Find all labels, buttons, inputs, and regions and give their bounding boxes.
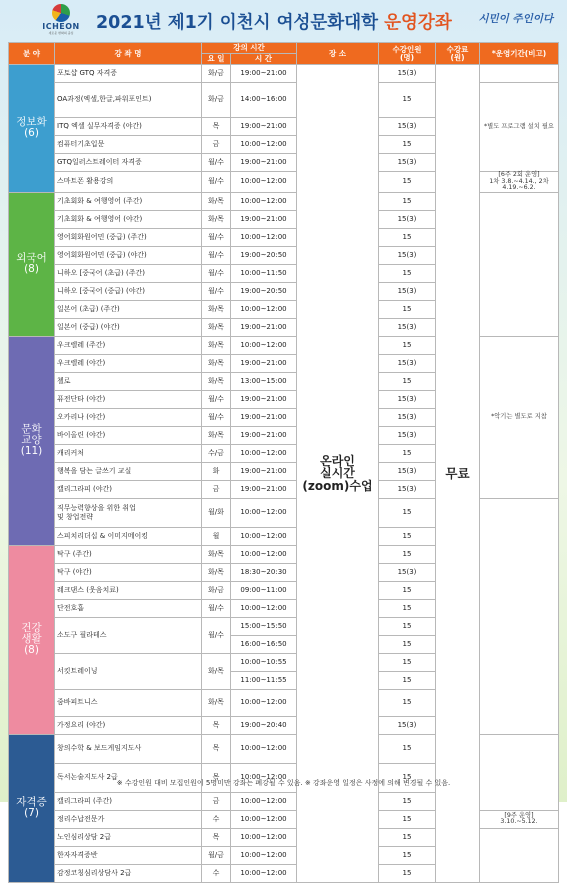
header-category: 분 야 [9,43,55,65]
time-cell: 10:00~12:00 [231,228,297,246]
header-day: 요 일 [202,54,231,65]
course-name-cell: 독서논술지도사 2급 [55,763,202,792]
capacity-cell: 15(3) [379,154,436,172]
header-time-group: 강의 시간 [202,43,297,54]
course-name-cell: 탁구 (주간) [55,545,202,563]
page-title [96,9,452,34]
day-cell: 월/수 [202,408,231,426]
capacity-cell: 15(3) [379,462,436,480]
course-name-cell: 레크댄스 (웃음치료) [55,581,202,599]
capacity-cell: 15 [379,689,436,716]
course-name-cell: 노인심리상담 2급 [55,828,202,846]
day-cell: 화/목 [202,653,231,689]
capacity-cell: 15 [379,498,436,527]
header-capacity: 수강인원 (명) [379,43,436,65]
time-cell: 10:00~12:00 [231,336,297,354]
day-cell: 화/목 [202,318,231,336]
day-cell: 화/목 [202,192,231,210]
capacity-cell: 15 [379,828,436,846]
course-name-cell: 행복을 담는 글쓰기 교실 [55,462,202,480]
capacity-cell: 15(3) [379,408,436,426]
day-cell: 화/목 [202,210,231,228]
day-cell: 화/금 [202,581,231,599]
footer-note: ※ 수강인원 대비 모집인원이 5명미만 강좌는 폐강될 수 있음. ※ 강좌운영 일정은 사정에 의해 변경될 수 있음. [116,779,451,787]
table-row [9,65,559,83]
capacity-cell: 15 [379,192,436,210]
course-name-cell: 바이올린 (야간) [55,426,202,444]
course-name-cell: 우크렐레 (야간) [55,354,202,372]
capacity-cell: 15 [379,336,436,354]
capacity-cell: 15 [379,527,436,545]
time-cell: 19:00~21:00 [231,65,297,83]
course-name-cell: GTQ일러스트레이터 자격증 [55,154,202,172]
title-highlight: 운영강좌 [384,13,452,33]
time-cell: 11:00~11:55 [231,671,297,689]
course-name-cell: 줌바피트니스 [55,689,202,716]
header-fee: 수강료 (원) [436,43,480,65]
time-cell: 10:00~12:00 [231,545,297,563]
day-cell: 화/목 [202,545,231,563]
time-cell: 19:00~20:40 [231,716,297,734]
time-cell: 10:00~12:00 [231,192,297,210]
day-cell: 화 [202,462,231,480]
time-cell: 18:30~20:30 [231,563,297,581]
day-cell: 화/목 [202,354,231,372]
title-main: 2021년 제1기 이천시 여성문화대학 [96,13,379,33]
day-cell: 목 [202,734,231,763]
note-cell [480,734,559,810]
course-name-cell: 캘리그라피 (야간) [55,480,202,498]
course-name-cell: 스마트폰 활용강의 [55,172,202,193]
header-time: 시 간 [231,54,297,65]
course-name-cell: 캘리그라피 (주간) [55,792,202,810]
time-cell: 10:00~12:00 [231,828,297,846]
capacity-cell: 15 [379,136,436,154]
capacity-cell: 15 [379,300,436,318]
capacity-cell: 15(3) [379,563,436,581]
slogan: 시민이 주인이다 [478,13,553,25]
day-cell: 목 [202,118,231,136]
time-cell: 19:00~21:00 [231,426,297,444]
capacity-cell: 15(3) [379,118,436,136]
day-cell: 월/수 [202,599,231,617]
time-cell: 10:00~12:00 [231,810,297,828]
capacity-cell: 15 [379,792,436,810]
note-cell [480,498,559,734]
course-name-cell: 퓨전단타 (야간) [55,390,202,408]
time-cell: 10:00~12:00 [231,689,297,716]
course-name-cell: 기초회화 & 여행영어 (주간) [55,192,202,210]
capacity-cell: 15 [379,581,436,599]
category-cell: 건강 생활 (8) [9,545,55,734]
time-cell: 10:00~10:55 [231,653,297,671]
time-cell: 19:00~21:00 [231,210,297,228]
capacity-cell: 15 [379,372,436,390]
course-name-cell: 일본어 (초급) (주간) [55,300,202,318]
day-cell: 월/수 [202,228,231,246]
course-name-cell: ITQ 엑셀 실무자격증 (야간) [55,118,202,136]
course-name-cell: 기초회화 & 여행영어 (야간) [55,210,202,228]
day-cell: 금 [202,480,231,498]
course-name-cell: 스피치리더십 & 이미지메이킹 [55,527,202,545]
capacity-cell: 15 [379,846,436,864]
time-cell: 10:00~11:50 [231,264,297,282]
capacity-cell: 15 [379,635,436,653]
day-cell: 월/수 [202,282,231,300]
day-cell: 목 [202,716,231,734]
course-name-cell: 니하오 [중국어 (중급) (야간) [55,282,202,300]
logo-emblem-icon [52,4,70,22]
course-name-cell: 영어회화원어민 (중급) (야간) [55,246,202,264]
time-cell: 16:00~16:50 [231,635,297,653]
day-cell: 화/목 [202,336,231,354]
capacity-cell: 15(3) [379,480,436,498]
course-name-cell: 포토샵 GTQ 자격증 [55,65,202,83]
time-cell: 19:00~21:00 [231,462,297,480]
day-cell: 월/금 [202,846,231,864]
course-name-cell: 감정코칭심리상담사 2급 [55,864,202,882]
day-cell: 화/목 [202,300,231,318]
time-cell: 10:00~12:00 [231,498,297,527]
course-name-cell: 니하오 [중국어 (초급) (주간) [55,264,202,282]
time-cell: 19:00~21:00 [231,354,297,372]
icheon-logo [34,4,88,36]
time-cell: 10:00~12:00 [231,846,297,864]
course-name-cell: 일본어 (중급) (야간) [55,318,202,336]
course-name-cell: 캐리커처 [55,444,202,462]
capacity-cell: 15 [379,172,436,193]
course-name-cell: 컴퓨터기초입문 [55,136,202,154]
time-cell: 19:00~21:00 [231,154,297,172]
time-cell: 19:00~20:50 [231,282,297,300]
time-cell: 19:00~21:00 [231,408,297,426]
time-cell: 19:00~20:50 [231,246,297,264]
fee-cell: 무료 [436,65,480,883]
time-cell: 10:00~12:00 [231,599,297,617]
capacity-cell: 15(3) [379,354,436,372]
capacity-cell: 15(3) [379,246,436,264]
day-cell: 화/목 [202,372,231,390]
note-cell: [9주 운영] 3.10.~5.12. [480,810,559,828]
capacity-cell: 15(3) [379,716,436,734]
day-cell: 월 [202,527,231,545]
capacity-cell: 15 [379,83,436,118]
time-cell: 10:00~12:00 [231,172,297,193]
course-name-cell: 가정요리 (야간) [55,716,202,734]
capacity-cell: 15(3) [379,390,436,408]
day-cell: 수 [202,810,231,828]
capacity-cell: 15(3) [379,282,436,300]
course-name-cell: 단전호흡 [55,599,202,617]
logo-text: ICHEON [42,22,80,31]
time-cell: 09:00~11:00 [231,581,297,599]
note-cell: *별도 프로그램 설치 필요 [480,83,559,172]
day-cell: 화/금 [202,65,231,83]
day-cell: 목 [202,828,231,846]
day-cell: 금 [202,792,231,810]
time-cell: 19:00~21:00 [231,480,297,498]
capacity-cell: 15 [379,617,436,635]
course-name-cell: OA과정(엑셀,한글,파워포인트) [55,83,202,118]
time-cell: 10:00~12:00 [231,300,297,318]
logo-subtext: 새로운 변화의 중심 [48,31,74,35]
day-cell: 화/목 [202,563,231,581]
time-cell: 10:00~12:00 [231,136,297,154]
time-cell: 10:00~12:00 [231,792,297,810]
day-cell: 화/목 [202,689,231,716]
day-cell: 화/목 [202,426,231,444]
course-table [8,42,559,883]
day-cell: 월/수 [202,172,231,193]
note-cell [480,192,559,336]
note-cell: *악기는 별도로 지참 [480,336,559,498]
day-cell: 수 [202,864,231,882]
category-cell: 자격증 (7) [9,734,55,882]
course-name-cell: 직무능력향상을 위한 취업 및 창업전략 [55,498,202,527]
course-name-cell: 첼로 [55,372,202,390]
capacity-cell: 15 [379,864,436,882]
capacity-cell: 15(3) [379,426,436,444]
header-course: 강 좌 명 [55,43,202,65]
time-cell: 19:00~21:00 [231,318,297,336]
time-cell: 14:00~16:00 [231,83,297,118]
time-cell: 15:00~15:50 [231,617,297,635]
capacity-cell: 15(3) [379,318,436,336]
capacity-cell: 15 [379,653,436,671]
day-cell: 월/수 [202,246,231,264]
time-cell: 10:00~12:00 [231,763,297,792]
course-table-body [9,65,559,883]
course-name-cell: 한자자격증반 [55,846,202,864]
day-cell: 화/금 [202,83,231,118]
venue-cell: 온라인 실시간 (zoom)수업 [297,65,379,883]
category-cell: 외국어 (8) [9,192,55,336]
capacity-cell: 15 [379,545,436,563]
day-cell: 수/금 [202,444,231,462]
header [0,0,567,40]
capacity-cell: 15 [379,734,436,763]
capacity-cell: 15(3) [379,210,436,228]
note-cell: [6주 2회 운영] 1차 3.8.~4.14., 2차 4.19.~6.2. [480,172,559,193]
course-name-cell: 영어회화원어민 (중급) (주간) [55,228,202,246]
course-name-cell: 탁구 (야간) [55,563,202,581]
capacity-cell: 15 [379,228,436,246]
capacity-cell: 15 [379,763,436,792]
day-cell: 목 [202,763,231,792]
course-name-cell: 오카리나 (야간) [55,408,202,426]
capacity-cell: 15 [379,671,436,689]
capacity-cell: 15 [379,599,436,617]
course-name-cell: 정리수납전문가 [55,810,202,828]
day-cell: 월/수 [202,264,231,282]
time-cell: 10:00~12:00 [231,734,297,763]
time-cell: 19:00~21:00 [231,390,297,408]
capacity-cell: 15 [379,444,436,462]
day-cell: 월/수 [202,154,231,172]
time-cell: 10:00~12:00 [231,527,297,545]
capacity-cell: 15 [379,264,436,282]
category-cell: 문화 교양 (11) [9,336,55,545]
capacity-cell: 15 [379,810,436,828]
course-name-cell: 창의수학 & 보드게임지도사 [55,734,202,763]
day-cell: 월/화 [202,498,231,527]
time-cell: 13:00~15:00 [231,372,297,390]
header-venue: 장 소 [297,43,379,65]
course-name-cell: 소도구 필라테스 [55,617,202,653]
note-cell [480,828,559,882]
day-cell: 월/수 [202,390,231,408]
day-cell: 금 [202,136,231,154]
header-note: *운영기간(비고) [480,43,559,65]
course-name-cell: 우크렐레 (주간) [55,336,202,354]
day-cell: 월/수 [202,617,231,653]
time-cell: 10:00~12:00 [231,864,297,882]
capacity-cell: 15(3) [379,65,436,83]
course-name-cell: 서킷트레이닝 [55,653,202,689]
time-cell: 10:00~12:00 [231,444,297,462]
category-cell: 정보화 (6) [9,65,55,193]
note-cell [480,65,559,83]
time-cell: 19:00~21:00 [231,118,297,136]
